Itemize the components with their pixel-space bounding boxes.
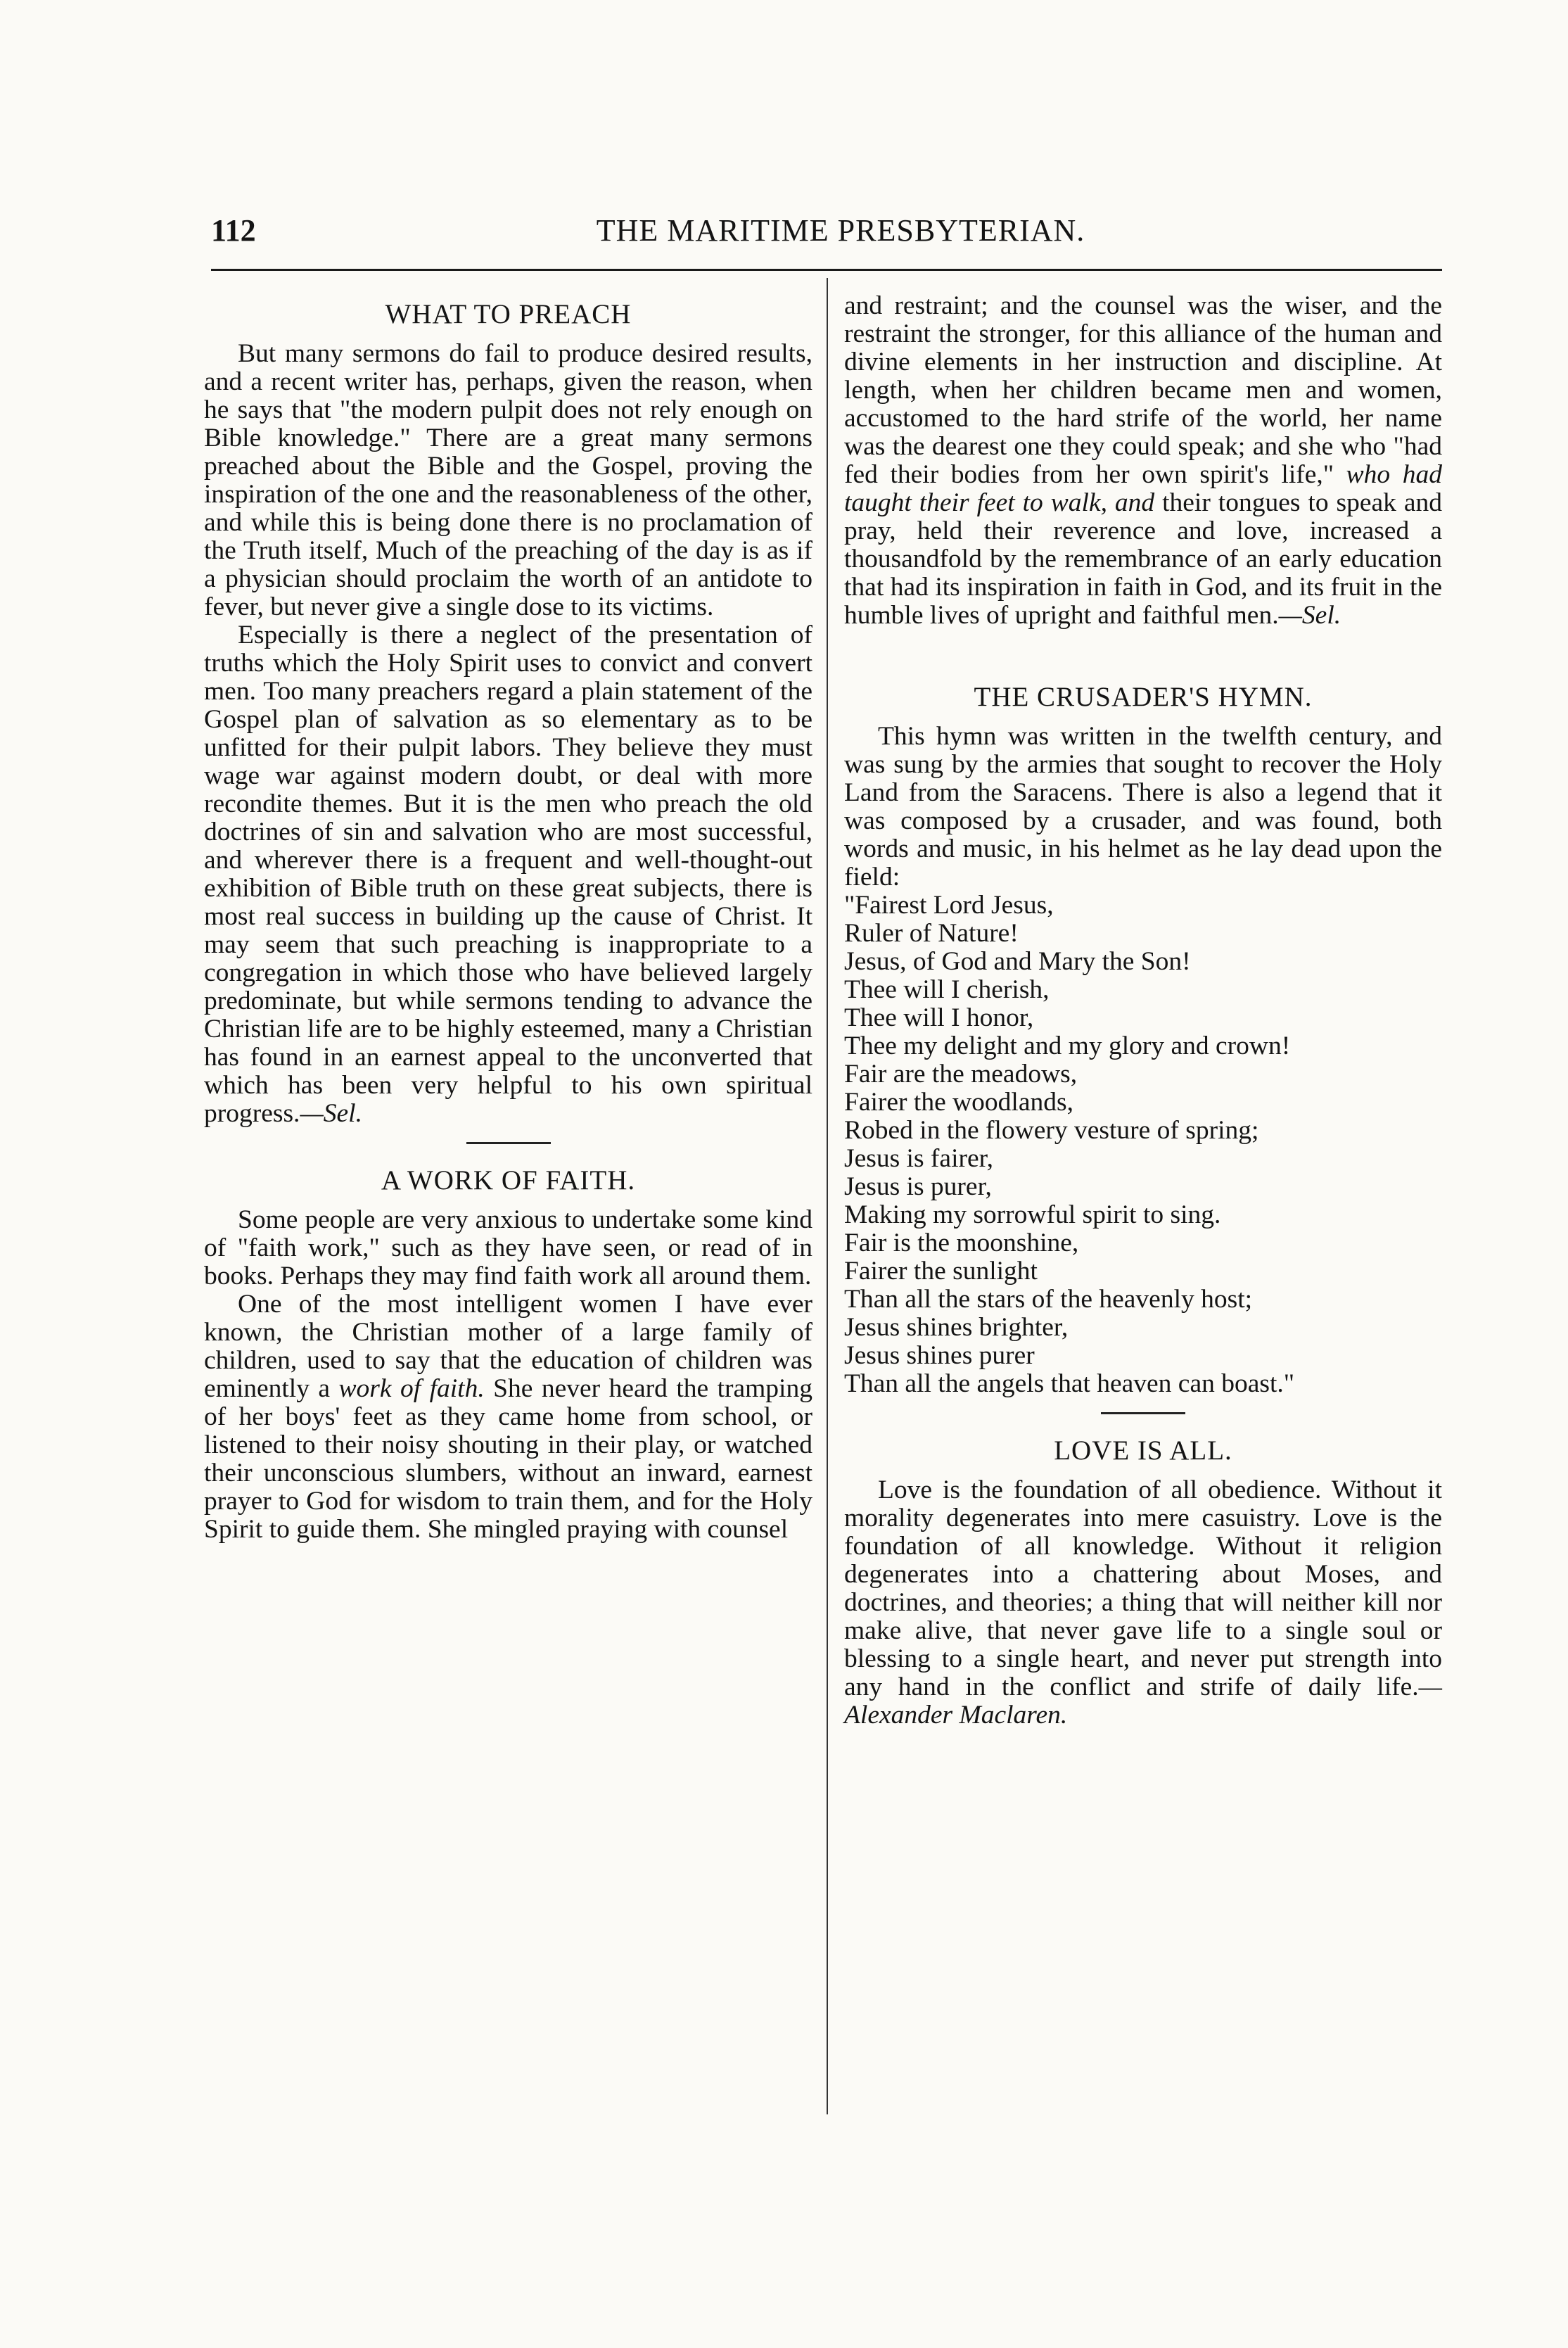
page-header (211, 205, 1442, 255)
hymn-line: Jesus is purer, (844, 1172, 992, 1201)
italic-phrase: who had taught their feet to walk, and (844, 460, 1442, 517)
article-title: LOVE IS ALL. (1054, 1435, 1232, 1466)
hymn-line: Jesus shines brighter, (844, 1313, 1069, 1342)
hymn-line: Making my sorrowful spirit to sing. (844, 1200, 1221, 1229)
article-paragraph (204, 1290, 812, 1544)
article-paragraph: This hymn was written in the twelfth century, and was sung by the armies that sought to recover the Holy Land from the Saracens. There is also a legend that it was composed by a crusader, and was found, both words and music, in his helmet as he lay dead upon the field: (844, 722, 1442, 891)
paragraph-text: Especially is there a neglect of the presentation of truths which the Holy Spirit uses to convict and convert men. Too many preachers regard a plain statement of the Gospel plan of salvation as so elementary as to be unfitted for their pulpit labors. They believe they must wage war against modern doubt, or deal with more recondite themes. But it is the men who preach the old doctrines of sin and salvation who are most successful, and wherever there is a frequent and well-thought-out exhibition of Bible truth on these great subjects, there is most real success in building up the cause of Christ. It may seem that such preaching is inappropriate to a congregation in which those who have believed largely predominate, but while sermons tending to advance the Christian life are to be highly esteemed, many a Christian has found in an earnest appeal to the unconverted that which has been very helpful to his own spiritual progress. (204, 621, 812, 1128)
article-signature: —Alexander Maclaren. (844, 1673, 1442, 1730)
spacer (844, 630, 1442, 675)
hymn-line: Thee my delight and my glory and crown! (844, 1032, 1291, 1060)
article-paragraph: But many sermons do fail to produce desired results, and a recent writer has, perhaps, given the reason, when he says that "the modern pulpit does not rely enough on Bible knowledge." There are a great many sermons preached about the Bible and the Gospel, proving the inspiration of the one and the reasonableness of the other, and while this is being done there is no proclamation of the Truth itself, Much of the preaching of the day is as if a physician should proclaim the worth of an antidote to fever, but never give a single dose to its victims. (204, 339, 812, 621)
article-paragraph (844, 1476, 1442, 1730)
hymn-line: Thee will I honor, (844, 1003, 1034, 1032)
hymn-verses (844, 891, 1442, 1398)
article-signature: —Sel. (1278, 601, 1341, 630)
article-title: A WORK OF FAITH. (381, 1165, 636, 1195)
page-number: 112 (211, 212, 256, 248)
header-rule (211, 269, 1442, 271)
hymn-line: Jesus shines purer (844, 1341, 1035, 1370)
right-column (844, 292, 1442, 1730)
article-paragraph (204, 621, 812, 1128)
hymn-line: Ruler of Nature! (844, 919, 1019, 948)
article-paragraph (844, 292, 1442, 630)
hymn-line: Fairer the woodlands, (844, 1088, 1073, 1117)
paragraph-text: their tongues to speak and pray, held their reverence and love, increased a thousandfold by the remembrance of an early education that had its inspiration in faith in God, and its fruit in the humble lives of upright and faithful men. (844, 488, 1442, 630)
left-column (204, 292, 812, 1544)
hymn-line: Jesus, of God and Mary the Son! (844, 947, 1191, 976)
article-crusaders-hymn (844, 682, 1442, 1398)
hymn-line: Jesus is fairer, (844, 1144, 993, 1173)
article-a-work-of-faith (204, 1165, 812, 1544)
paragraph-text: Love is the foundation of all obedience. Without it morality degenerates into mere casuistry. Love is the foundation of all knowledge. Without it religion degenerates into a chattering about Moses, and doctrines, and theories; a thing that will neither kill nor make alive, that never gave life to a single soul or blessing to a single heart, and never put strength into any hand in the conflict and strife of daily life. (844, 1476, 1442, 1701)
article-what-to-preach (204, 299, 812, 1128)
hymn-line: Fair is the moonshine, (844, 1229, 1079, 1257)
article-continuation (844, 292, 1442, 630)
article-signature: —Sel. (300, 1099, 362, 1128)
italic-phrase: work of faith. (338, 1374, 485, 1403)
section-separator (1101, 1412, 1185, 1414)
column-divider (827, 278, 828, 2114)
hymn-line: Fair are the meadows, (844, 1060, 1078, 1089)
hymn-line: "Fairest Lord Jesus, (844, 891, 1054, 920)
paragraph-text: and restraint; and the counsel was the wiser, and the restraint the stronger, for this alliance of the human and divine elements in her instruction and discipline. At length, when her children became men and women, accustomed to the hard strife of the world, her name was the dearest one they could speak; and she who "had fed their bodies from her own spirit's life," (844, 291, 1442, 489)
article-title: WHAT TO PREACH (385, 299, 632, 329)
article-paragraph: Some people are very anxious to undertake some kind of "faith work," such as they have seen, or read of in books. Perhaps they may find faith work all around them. (204, 1205, 812, 1290)
hymn-line: Than all the angels that heaven can boast." (844, 1369, 1295, 1398)
hymn-line: Fairer the sunlight (844, 1257, 1038, 1286)
article-title: THE CRUSADER'S HYMN. (974, 682, 1313, 712)
hymn-line: Robed in the flowery vesture of spring; (844, 1116, 1259, 1145)
hymn-line: Thee will I cherish, (844, 975, 1050, 1004)
section-separator (466, 1142, 551, 1144)
hymn-line: Than all the stars of the heavenly host; (844, 1285, 1253, 1314)
paragraph-text: One of the most intelligent women I have ever known, the Christian mother of a large family of children, used to say that the education of children was eminently a (204, 1290, 812, 1403)
journal-title: THE MARITIME PRESBYTERIAN. (596, 212, 1085, 248)
paragraph-text: She never heard the tramping of her boys' feet as they came home from school, or listened to their noisy shouting in their play, or watched their unconscious slumbers, without an inward, earnest prayer to God for wisdom to train them, and for the Holy Spirit to guide them. She mingled praying with counsel (204, 1374, 812, 1544)
article-love-is-all (844, 1435, 1442, 1730)
